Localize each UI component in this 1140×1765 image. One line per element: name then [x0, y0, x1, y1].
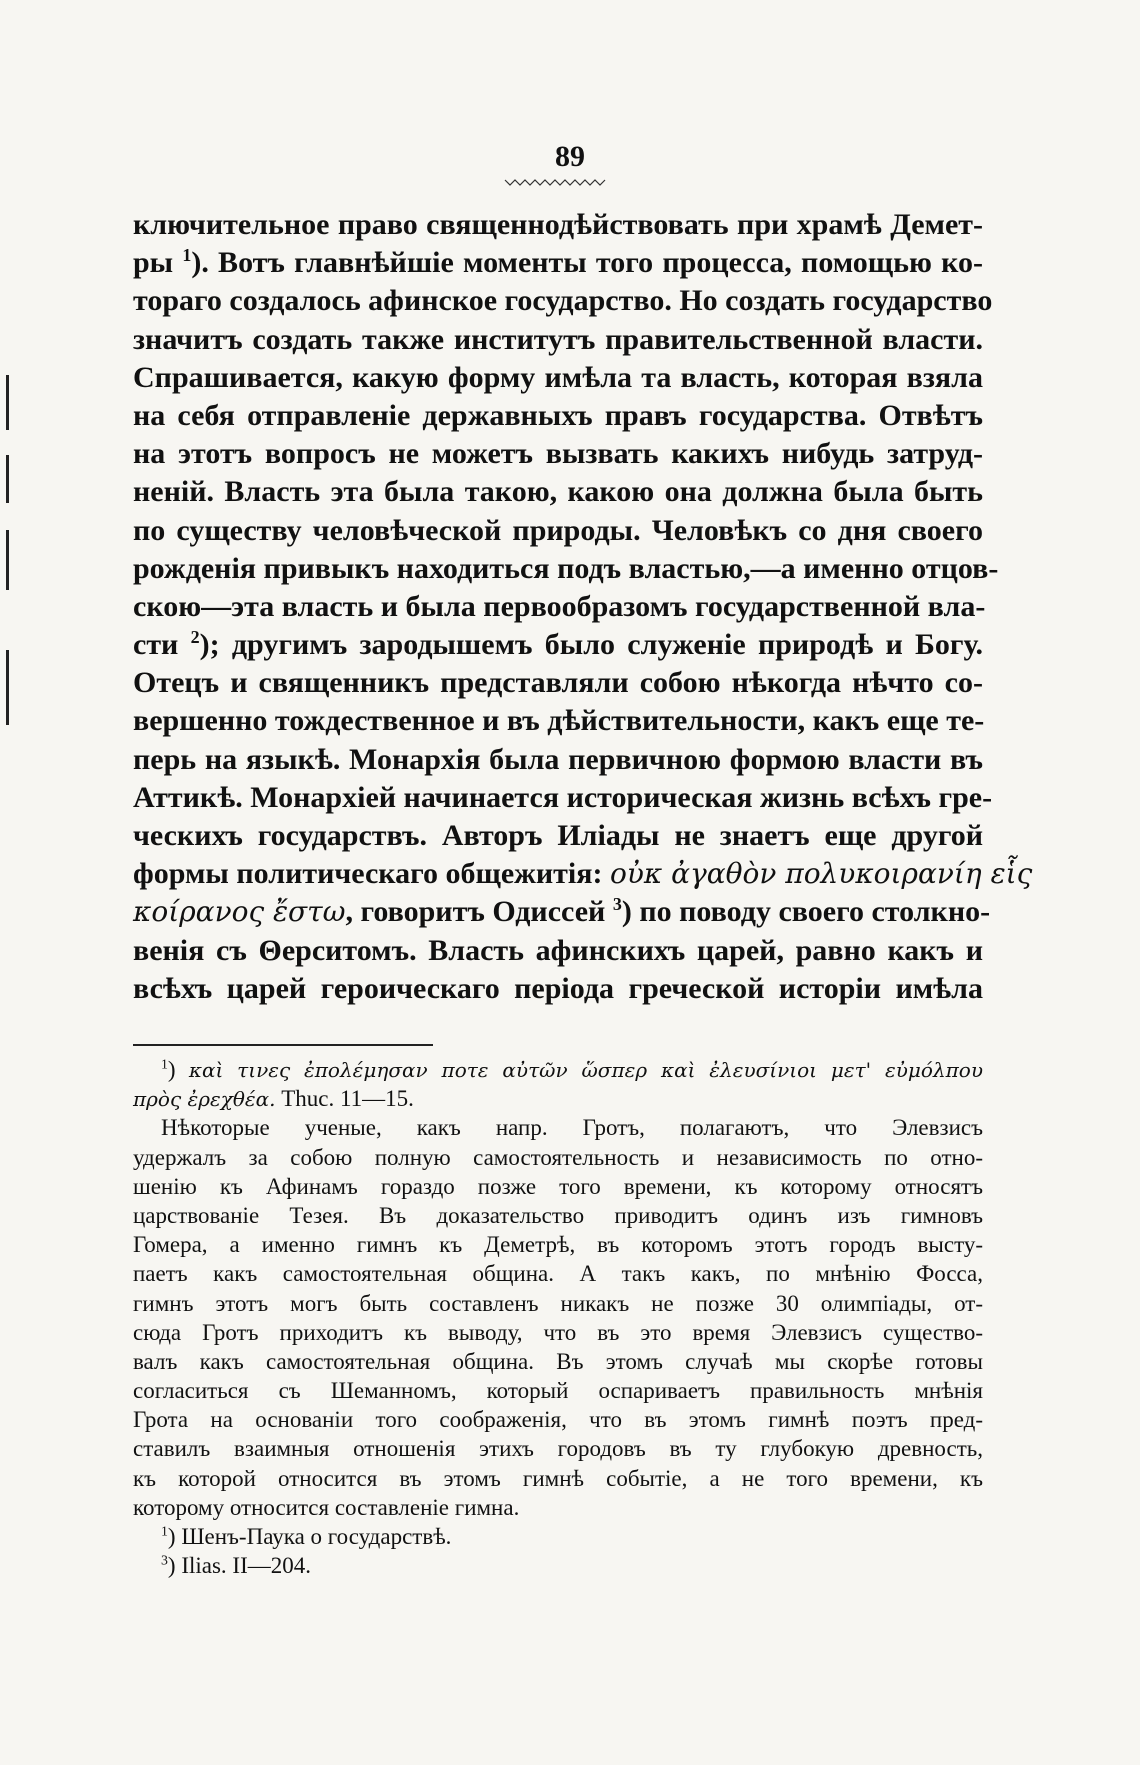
text-line: всѣхъ царей героическаго періода греческой исторіи имѣла	[133, 971, 983, 1005]
footnote-line: шенію къ Афинамъ гораздо позже того времени, къ которому относятъ	[133, 1173, 983, 1199]
margin-scan-mark	[6, 455, 9, 503]
footnote-line: царствованіе Тезея. Въ доказательство приводитъ одинъ изъ гимновъ	[133, 1202, 983, 1228]
text-line: перь на языкѣ. Монархія была первичною формою власти въ	[133, 742, 983, 776]
greek-quote: οὐκ ἀγαθὸν πολυκοιρανίη εἷς	[609, 857, 1033, 891]
text-line: тораго создалось афинское государство. Но создать государство	[133, 284, 993, 318]
text-line: на себя отправленіе державныхъ правъ государства. Отвѣтъ	[133, 398, 983, 432]
footnote-line: валъ какъ самостоятельная община. Въ этомъ случаѣ мы скорѣе готовы	[133, 1348, 983, 1374]
text-line: Спрашивается, какую форму имѣла та власть, которая взяла	[133, 360, 983, 394]
text-line: κοίρανος ἔστω, говоритъ Одиссей $^3$) по поводу своего столкно-	[133, 894, 991, 929]
footnote-line: $^1$) Шенъ-Паука о государствѣ.	[161, 1523, 452, 1549]
main-text	[133, 206, 1033, 1008]
page-number: 89	[555, 140, 585, 173]
footnote-ref: 2	[190, 627, 200, 648]
text-line: неній. Власть эта была такою, какою она должна была быть	[133, 475, 983, 509]
footnote-separator	[133, 1044, 433, 1046]
text-line: значитъ создать также институтъ правительственной власти.	[133, 322, 983, 356]
margin-scan-mark	[6, 375, 9, 430]
greek-quote: καὶ τινες ἐπολέμησαν ποτε αὐτῶν ὥσπερ καὶ ἐλευσίνιοι μετ' εὐμόλπου	[188, 1058, 983, 1082]
footnotes	[133, 1055, 983, 1580]
margin-scan-mark	[6, 530, 9, 590]
footnote-line: паетъ какъ самостоятельная община. А такъ какъ, по мнѣнію Фосса,	[133, 1261, 983, 1287]
footnote-line: πρὸς ἐρεχθέα. Thuc. 11—15.	[133, 1086, 414, 1112]
footnote-line: $^3$) Ilias. II—204.	[161, 1552, 311, 1579]
text-line: венія съ Θерситомъ. Власть афинскихъ царей, равно какъ и	[133, 933, 983, 967]
footnote-line: Грота на основаніи того соображенія, что въ этомъ гимнѣ поэтъ пред-	[133, 1407, 983, 1433]
text-line: ры $^1$). Вотъ главнѣйшіе моменты того процесса, помощью ко-	[133, 245, 984, 280]
text-line: ческихъ государствъ. Авторъ Иліады не знаетъ еще другой	[133, 819, 983, 852]
text-line: на этотъ вопросъ не можетъ вызвать какихъ нибудь затруд-	[133, 437, 983, 471]
greek-quote: πρὸς ἐρεχθέα.	[133, 1087, 276, 1112]
text-line: ключительное право священнодѣйствовать при храмѣ Демет-	[133, 208, 983, 241]
footnote-line: Гомера, а именно гимнъ къ Деметрѣ, въ которомъ этотъ городъ высту-	[133, 1232, 983, 1258]
footnote-line: Нѣкоторые ученые, какъ напр. Гротъ, полагаютъ, что Элевзисъ	[161, 1115, 983, 1141]
text-line: рожденія привыкъ находиться подъ властью,—а именно отцов-	[133, 551, 999, 585]
greek-quote: κοίρανος ἔστω	[133, 895, 346, 929]
text-line: по существу человѣческой природы. Человѣкъ со дня своего	[133, 513, 983, 547]
text-line: скою—эта власть и была первообразомъ государственной вла-	[133, 589, 986, 623]
footnote-line: гимнъ этотъ могъ быть составленъ никакъ не позже 30 олимпіады, от-	[133, 1290, 983, 1316]
text-line: формы политическаго общежитія: οὐκ ἀγαθὸν πολυκοιρανίη εἷς	[133, 857, 1033, 891]
footnote-ref: 1	[182, 245, 192, 266]
footnote-line: удержалъ за собою полную самостоятельность и независимость по отно-	[133, 1144, 983, 1170]
footnote-line: которому относится составленіе гимна.	[133, 1494, 520, 1520]
text-line: сти $^2$); другимъ зародышемъ было служеніе природѣ и Богу.	[133, 627, 983, 662]
footnote-line: $^1$) καὶ τινες ἐπολέμησαν ποτε αὐτῶν ὥσπερ καὶ ἐλευσίνιοι μετ' εὐμόλπου	[161, 1056, 983, 1082]
margin-scan-mark	[6, 650, 9, 725]
footnote-line: ставилъ взаимныя отношенія этихъ городовъ въ ту глубокую древность,	[133, 1436, 983, 1462]
footnote-line: согласиться съ Шеманномъ, который оспариваетъ правильность мнѣнія	[133, 1378, 983, 1404]
text-line: Аттикѣ. Монархіей начинается историческая жизнь всѣхъ гре-	[133, 780, 993, 814]
footnote-line: сюда Гротъ приходитъ къ выводу, что въ это время Элевзисъ существо-	[133, 1319, 983, 1345]
footnote-ref: 3	[612, 894, 622, 915]
text-line: Отецъ и священникъ представляли собою нѣкогда нѣчто со-	[133, 666, 983, 700]
footnote-line: къ которой относится въ этомъ гимнѣ событіе, а не того времени, къ	[133, 1465, 983, 1491]
page-number-ornament	[505, 178, 605, 186]
text-line: вершенно тождественное и въ дѣйствительности, какъ еще те-	[133, 704, 985, 738]
